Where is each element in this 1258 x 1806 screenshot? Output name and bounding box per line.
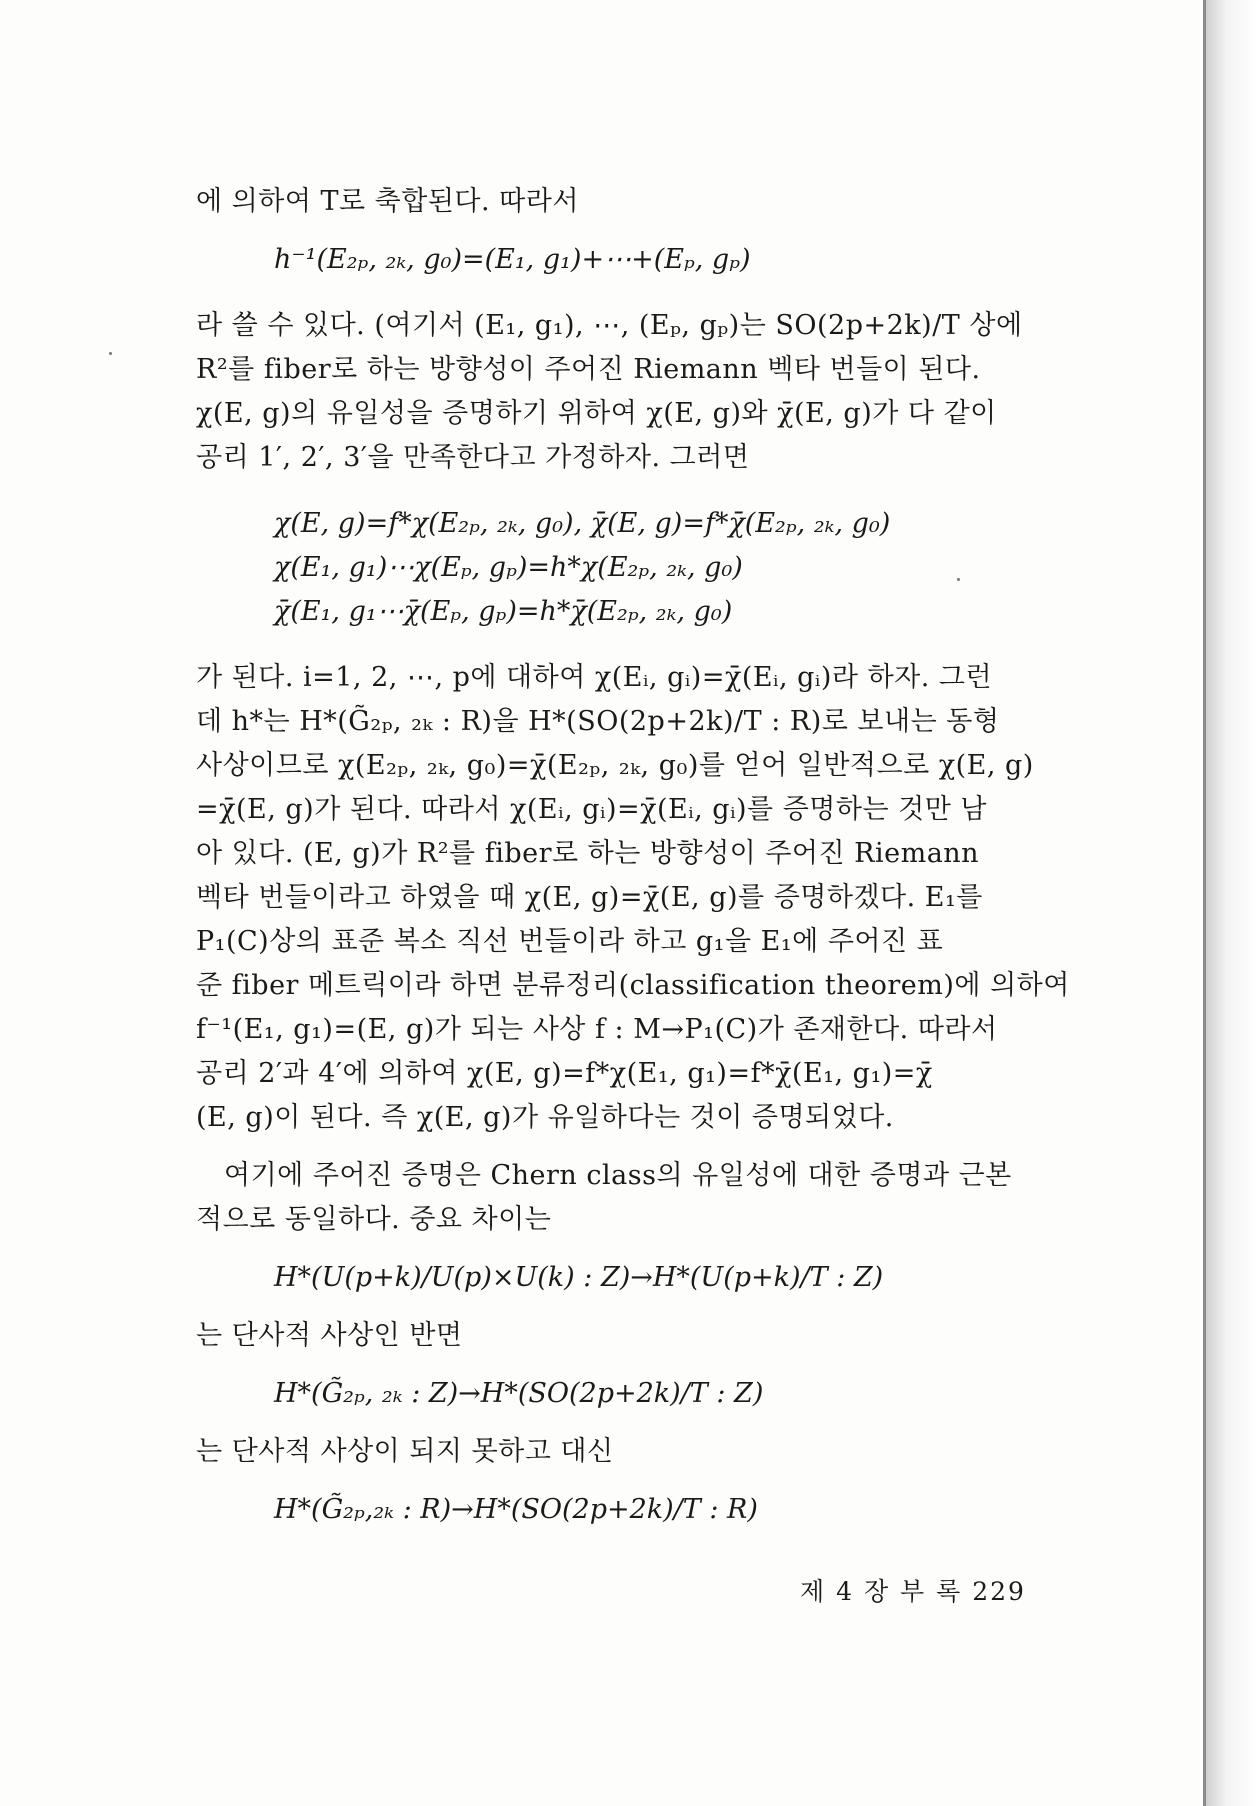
equation: H*(U(p+k)/U(p)×U(k) : Z)→H*(U(p+k)/T : Z) [274, 1262, 884, 1293]
text-line: 적으로 동일하다. 중요 차이는 [196, 1204, 552, 1235]
text-line: 라 쓸 수 있다. (여기서 (E₁, g₁), ⋯, (Eₚ, gₚ)는 SO(2p+2k)/T 상에 [196, 310, 1023, 341]
equation: H*(G̃₂ₚ, ₂ₖ : Z)→H*(SO(2p+2k)/T : Z) [274, 1378, 764, 1409]
text-line: χ(E, g)의 유일성을 증명하기 위하여 χ(E, g)와 χ̄(E, g)가 다 같이 [196, 398, 997, 429]
text-line: 는 단사적 사상인 반면 [196, 1320, 463, 1351]
text-line: 준 fiber 메트릭이라 하면 분류정리(classification theorem)에 의하여 [196, 970, 1070, 1001]
page-footer: 제 4 장 부 록 229 [800, 1577, 1026, 1606]
text-line: 아 있다. (E, g)가 R²를 fiber로 하는 방향성이 주어진 Riemann [196, 838, 980, 869]
text-line: P₁(C)상의 표준 복소 직선 번들이라 하고 g₁을 E₁에 주어진 표 [196, 926, 944, 957]
text-line: 데 h*는 H*(G̃₂ₚ, ₂ₖ : R)을 H*(SO(2p+2k)/T : R)로 보내는 동형 [196, 706, 1000, 737]
text-line: 에 의하여 T로 축합된다. 따라서 [196, 186, 579, 217]
text-line: 벡타 번들이라고 하였을 때 χ(E, g)=χ̄(E, g)를 증명하겠다. E₁를 [196, 882, 983, 913]
text-line: 공리 2′과 4′에 의하여 χ(E, g)=f*χ(E₁, g₁)=f*χ̄(E₁, g₁)=χ̄ [196, 1058, 933, 1089]
page-edge [1206, 0, 1258, 1806]
text-line: 사상이므로 χ(E₂ₚ, ₂ₖ, g₀)=χ̄(E₂ₚ, ₂ₖ, g₀)를 얻어 일반적으로 χ(E, g) [196, 750, 1034, 781]
text-line: =χ̄(E, g)가 된다. 따라서 χ(Eᵢ, gᵢ)=χ̄(Eᵢ, gᵢ)를 증명하는 것만 남 [196, 794, 987, 825]
equation: χ̄(E₁, g₁⋯χ̄(Eₚ, gₚ)=h*χ̄(E₂ₚ, ₂ₖ, g₀) [274, 596, 733, 627]
equation: H*(G̃₂ₚ,₂ₖ : R)→H*(SO(2p+2k)/T : R) [274, 1494, 758, 1525]
text-line: 가 된다. i=1, 2, ⋯, p에 대하여 χ(Eᵢ, gᵢ)=χ̄(Eᵢ, gᵢ)라 하자. 그런 [196, 662, 993, 693]
text-line: 는 단사적 사상이 되지 못하고 대신 [196, 1436, 614, 1467]
text-line: f⁻¹(E₁, g₁)=(E, g)가 되는 사상 f : M→P₁(C)가 존재한다. 따라서 [196, 1014, 998, 1045]
equation: χ(E₁, g₁)⋯χ(Eₚ, gₚ)=h*χ(E₂ₚ, ₂ₖ, g₀) [274, 552, 743, 583]
text-line: R²를 fiber로 하는 방향성이 주어진 Riemann 벡타 번들이 된다. [196, 354, 981, 385]
equation: χ(E, g)=f*χ(E₂ₚ, ₂ₖ, g₀), χ̄(E, g)=f*χ̄(E₂ₚ, ₂ₖ, g₀) [274, 508, 891, 539]
print-speck [109, 352, 112, 355]
text-line: 여기에 주어진 증명은 Chern class의 유일성에 대한 증명과 근본 [224, 1160, 1012, 1191]
page-body [196, 180, 1070, 1532]
equation: h⁻¹(E₂ₚ, ₂ₖ, g₀)=(E₁, g₁)+⋯+(Eₚ, gₚ) [274, 244, 751, 275]
text-line: (E, g)이 된다. 즉 χ(E, g)가 유일하다는 것이 증명되었다. [196, 1102, 894, 1133]
text-line: 공리 1′, 2′, 3′을 만족한다고 가정하자. 그러면 [196, 442, 750, 473]
